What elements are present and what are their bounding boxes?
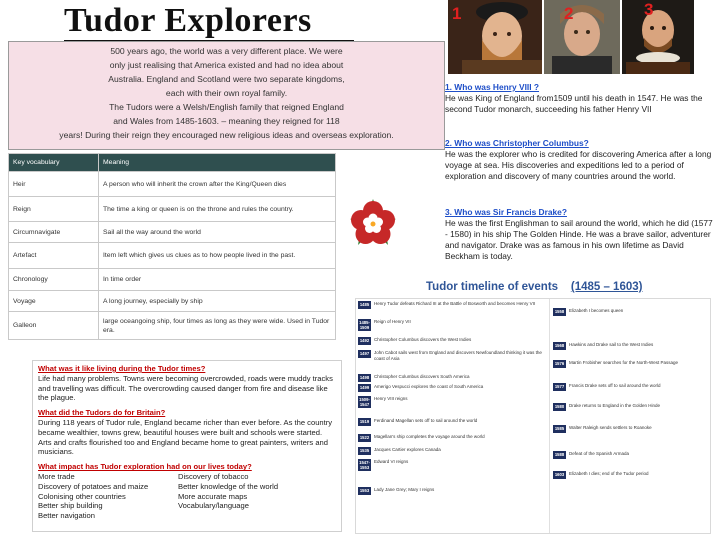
question-heading: 2. Who was Christopher Columbus?: [445, 138, 589, 148]
vocab-row: [9, 243, 336, 269]
vocab-row: [9, 197, 336, 222]
timeline-text: Elizabeth I dies; end of the Tudor period: [569, 471, 649, 476]
timeline-text: Jacques Cartier explores Canada: [374, 447, 441, 452]
impact-item: More accurate maps: [178, 491, 248, 501]
timeline-year: 1558: [554, 309, 565, 314]
question-drake: [445, 207, 713, 262]
impact-item: Discovery of tobacco: [178, 471, 249, 481]
intro-line: Australia. England and Scotland were two separate kingdoms,: [108, 74, 345, 84]
vocab-meaning: A long journey, especially by ship: [99, 291, 336, 312]
portrait-number: 1: [452, 4, 462, 23]
timeline-text: Amerigo Vespucci explores the coast of South America: [374, 384, 484, 389]
tudor-rose-icon: [348, 198, 398, 248]
columbus-portrait: [544, 0, 620, 74]
timeline-year: 1485: [359, 302, 370, 307]
timeline-year: 1509-1547: [359, 396, 370, 408]
intro-box: [8, 41, 445, 150]
timeline-year: 1547-1553: [359, 459, 370, 471]
intro-line: and Wales from 1485-1603. – meaning they reigned for 118: [113, 116, 340, 126]
timeline-year: 1535: [359, 448, 370, 453]
timeline-year: 1485-1509: [359, 319, 370, 331]
timeline-text: Martin Frobisher searches for the North-West Passage: [569, 360, 678, 365]
vocab-term: Heir: [9, 172, 99, 197]
vocab-row: [9, 269, 336, 291]
timeline-text: Ferdinand Magellan sets off to sail around the world: [374, 418, 478, 423]
question-answer: He was King of England from1509 until his death in 1547. He was the second Tudor monarch, succeeding his father Henry VII: [445, 93, 703, 114]
timeline-title-text: Tudor timeline of events: [426, 281, 559, 293]
vocab-meaning: The time a king or queen is on the throne and rules the country.: [99, 197, 336, 222]
timeline-text: Lady Jane Grey; Mary I reigns: [374, 487, 435, 492]
vocab-term: Chronology: [9, 269, 99, 291]
life-section: [38, 364, 336, 403]
life-paragraph: Life had many problems. Towns were becoming overcrowded, roads were muddy tracks and travelling was difficult. The overcrowding caused danger from fire and disease like the plague.: [38, 373, 333, 403]
vocab-header-meaning: Meaning: [99, 154, 336, 172]
timeline-year: 1519: [359, 419, 370, 424]
impact-item: Vocabulary/language: [178, 501, 249, 511]
timeline-text: Hawkins and Drake sail to the West Indies: [569, 342, 654, 347]
impact-item: Colonising other countries: [38, 491, 126, 501]
vocab-meaning: Item left which gives us clues as to how people lived in the past.: [99, 243, 336, 269]
timeline-year: 1588: [554, 452, 565, 457]
vocab-row: [9, 312, 336, 340]
timeline-year: 1576: [554, 361, 565, 366]
drake-portrait: [622, 0, 694, 74]
intro-line: only just realising that America existed and had no idea about: [109, 60, 344, 70]
intro-line: The Tudors were a Welsh/English family that reigned England: [109, 102, 344, 112]
question-columbus: [445, 138, 713, 182]
impact-left-column: [38, 472, 178, 521]
timeline-text: Christopher Columbus discovers the West Indies: [374, 337, 472, 342]
intro-line: each with their own royal family.: [165, 88, 288, 98]
vocab-meaning: In time order: [99, 269, 336, 291]
question-henry-viii: [445, 82, 713, 115]
drake-image: [622, 0, 694, 74]
henry-viii-image: [448, 0, 542, 74]
vocab-meaning: Sail all the way around the world: [99, 222, 336, 243]
vocab-term: Circumnavigate: [9, 222, 99, 243]
timeline-text: Reign of Henry VII: [374, 319, 411, 324]
question-answer: He was the explorer who is credited for discovering America after a long voyage at sea. His discoveries and expeditions led to a period of exploration and discovery of many countries around the world.: [445, 149, 712, 181]
life-heading: What was it like living during the Tudor times?: [38, 364, 206, 373]
timeline-year: 1497: [359, 351, 370, 356]
vocab-row: [9, 172, 336, 197]
intro-line: years! During their reign they encouraged new religious ideas and overseas exploration.: [59, 130, 394, 140]
timeline-year: 1553: [359, 488, 370, 493]
timeline-text: Defeat of the Spanish Armada: [569, 451, 630, 456]
timeline-text: Christopher Columbus discovers South America: [374, 374, 470, 379]
timeline-text: Magellan's ship completes the voyage around the world: [374, 434, 485, 439]
question-answer: He was the first Englishman to sail around the world, which he did (1577 - 1580) in his ship The Golden Hinde. He was a brave sailor, adventurer and navigator. Drake was as famous in his own lifetime as David Beckham is today.: [445, 218, 713, 261]
portrait-number: 2: [564, 4, 574, 23]
timeline-panel: [355, 298, 711, 534]
timeline-year: 1499: [359, 385, 370, 390]
vocab-term: Artefact: [9, 243, 99, 269]
page-title: Tudor Explorers: [64, 2, 312, 39]
timeline-year: 1577: [554, 384, 565, 389]
question-heading: 3. Who was Sir Francis Drake?: [445, 207, 567, 217]
impact-right-column: [178, 472, 328, 521]
impact-item: Discovery of potatoes and maize: [38, 481, 149, 491]
vocab-meaning: large oceangoing ship, four times as long as they were wide. Used in Tudor era.: [99, 312, 336, 340]
timeline-text: John Cabot sails west from England and discovers Newfoundland thinking it was the coast of Asia: [374, 350, 542, 361]
timeline-year: 1603: [554, 472, 565, 477]
intro-line: 500 years ago, the world was a very different place. We were: [110, 46, 343, 56]
britain-heading: What did the Tudors do for Britain?: [38, 408, 166, 418]
timeline-title-dates: (1485 – 1603): [570, 281, 643, 293]
vocab-meaning: A person who will inherit the crown after the King/Queen dies: [99, 172, 336, 197]
vocab-term: Galleon: [9, 312, 99, 340]
timeline-title: [426, 281, 642, 293]
vocab-term: Voyage: [9, 291, 99, 312]
vocabulary-table: [8, 153, 336, 340]
britain-section: [38, 408, 336, 457]
timeline-year: 1522: [359, 435, 370, 440]
vocab-row: [9, 291, 336, 312]
impact-item: Better ship building: [38, 501, 103, 511]
impact-section: [38, 462, 336, 521]
timeline-text: Edward VI reigns: [374, 459, 409, 464]
vocab-row: [9, 222, 336, 243]
timeline-year: 1492: [359, 338, 370, 343]
timeline-text: Walter Raleigh sends settlers to Roanoke: [569, 425, 652, 430]
impact-list: [38, 472, 336, 521]
vocab-header-term: Key vocabulary: [9, 154, 99, 172]
impact-item: Better navigation: [38, 511, 95, 521]
vocab-header-row: [9, 154, 336, 172]
impact-heading: What impact has Tudor exploration had on our lives today?: [38, 462, 252, 472]
impact-item: Better knowledge of the world: [178, 481, 279, 491]
impact-item: More trade: [38, 471, 75, 481]
vocab-term: Reign: [9, 197, 99, 222]
timeline-text: Elizabeth I becomes queen: [569, 308, 624, 313]
timeline-divider: [549, 299, 550, 533]
timeline-year: 1568: [554, 343, 565, 348]
timeline-text: Henry Tudor defeats Richard III at the Battle of Bosworth and becomes Henry VII: [374, 301, 536, 306]
question-heading: 1. Who was Henry VIII ?: [445, 82, 540, 92]
timeline-text: Henry VIII reigns: [374, 396, 408, 401]
tudor-life-box: [32, 360, 342, 532]
timeline-year: 1580: [554, 404, 565, 409]
portrait-number: 3: [644, 0, 654, 19]
timeline-text: Drake returns to England in the Golden Hinde: [569, 403, 661, 408]
timeline-text: Francis Drake sets off to sail around the world: [569, 383, 661, 388]
columbus-image: [544, 0, 620, 74]
timeline-year: 1498: [359, 375, 370, 380]
explorer-portraits: [448, 0, 694, 76]
timeline-year: 1585: [554, 426, 565, 431]
henry-viii-portrait: [448, 0, 542, 74]
britain-paragraph: During 118 years of Tudor rule, England became richer than ever before. As the country became wealthier, towns grew, beautiful houses were built and schools were started. Arts and crafts flourished too and England became home to great painters, writers and musicians.: [38, 417, 333, 457]
